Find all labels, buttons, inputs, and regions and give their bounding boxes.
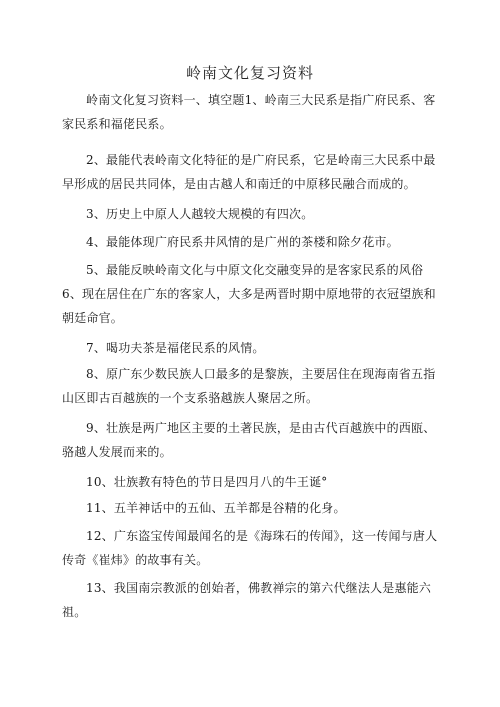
paragraph-7: 8、原广东少数民族人口最多的是黎族，主要居住在现海南省五指山区即古百越族的一个支系骆越族人聚居之所。 xyxy=(62,367,436,405)
paragraph-12: 13、我国南宗教派的创始者，佛教禅宗的第六代继法人是惠能六祖。 xyxy=(62,581,432,619)
paragraph-6: 7、喝功夫茶是福佬民系的风情。 xyxy=(86,341,265,355)
paragraph-9: 10、壮族教有特色的节日是四月八的牛王诞° xyxy=(86,475,328,489)
paragraph-3: 3、历史上中原人人越较大规模的有四次。 xyxy=(86,207,314,221)
paragraph-8: 9、壮族是两广地区主要的土著民族，是由古代百越族中的西瓯、骆越人发展而来的。 xyxy=(62,421,436,459)
paragraph-2: 2、最能代表岭南文化特征的是广府民系，它是岭南三大民系中最早形成的居民共同体，是由古越人和南迁的中原移民融合而成的。 xyxy=(62,153,436,191)
paragraph-11: 12、广东盗宝传闻最闻名的是《海珠石的传闻》，这一传闻与唐人传奇《崔炜》的故事有关。 xyxy=(62,529,438,567)
page-title: 岭南文化复习资料 xyxy=(185,64,314,82)
paragraph-1: 岭南文化复习资料一、填空题1、岭南三大民系是指广府民系、客家民系和福佬民系。 xyxy=(62,93,436,131)
paragraph-4: 4、最能体现广府民系井风情的是广州的茶楼和除夕花市。 xyxy=(86,235,399,249)
paragraph-10: 11、五羊神话中的五仙、五羊都是谷精的化身。 xyxy=(86,501,346,515)
paragraph-5: 5、最能反映岭南文化与中原文化交融变异的是客家民系的风俗6、现在居住在广东的客家人，大多是两晋时期中原地带的衣冠望族和朝廷命官。 xyxy=(62,263,436,325)
